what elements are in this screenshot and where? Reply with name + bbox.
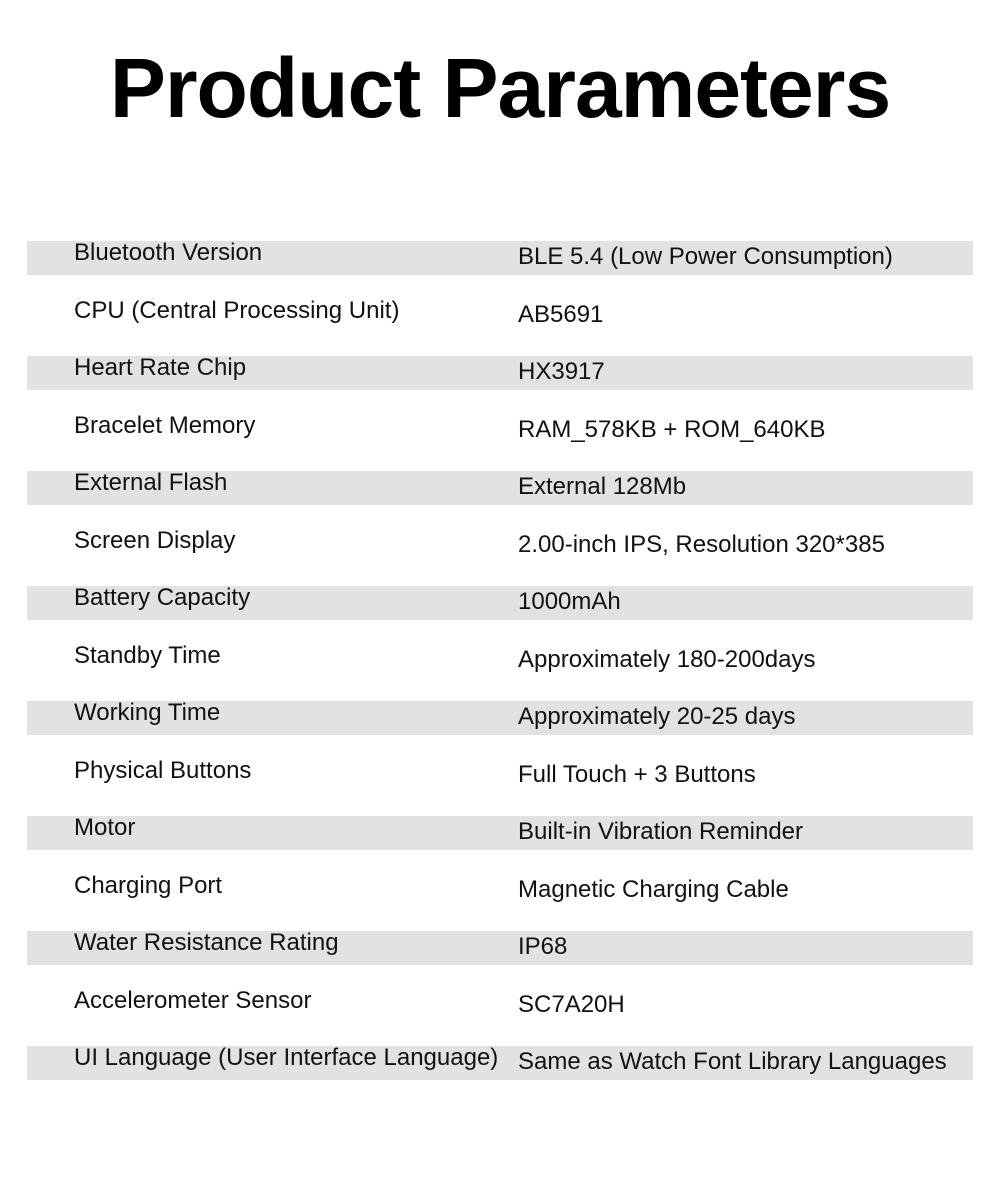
spec-value: BLE 5.4 (Low Power Consumption): [518, 243, 893, 270]
spec-label: Bluetooth Version: [74, 239, 263, 266]
spec-label: Working Time: [74, 699, 221, 726]
spec-row: [27, 986, 973, 1047]
spec-row: [27, 356, 973, 414]
spec-label: Charging Port: [74, 871, 223, 899]
spec-value: Magnetic Charging Cable: [518, 875, 789, 903]
spec-label: Accelerometer Sensor: [74, 986, 312, 1014]
spec-row: [27, 931, 973, 989]
spec-row: [27, 411, 973, 472]
spec-label: Heart Rate Chip: [74, 354, 247, 381]
spec-label: UI Language (User Interface Language): [74, 1044, 499, 1071]
spec-value: AB5691: [518, 300, 604, 328]
spec-label: Screen Display: [74, 526, 236, 554]
spec-label: Bracelet Memory: [74, 411, 256, 439]
spec-label: Standby Time: [74, 641, 221, 669]
spec-table: [27, 241, 973, 1104]
spec-label: Motor: [74, 814, 136, 841]
spec-label: Battery Capacity: [74, 584, 251, 611]
spec-row: [27, 1046, 973, 1104]
spec-value: RAM_578KB + ROM_640KB: [518, 415, 826, 443]
spec-label: Water Resistance Rating: [74, 929, 339, 956]
spec-value: SC7A20H: [518, 990, 625, 1018]
spec-row: [27, 816, 973, 874]
spec-value: IP68: [518, 933, 568, 960]
spec-value: Approximately 20-25 days: [518, 703, 796, 730]
spec-row: [27, 756, 973, 817]
spec-label: Physical Buttons: [74, 756, 252, 784]
page-title: Product Parameters: [109, 41, 891, 135]
spec-row: [27, 296, 973, 357]
spec-label: External Flash: [74, 469, 228, 496]
spec-row: [27, 871, 973, 932]
spec-value: External 128Mb: [518, 473, 687, 500]
spec-row: [27, 526, 973, 587]
spec-value: Approximately 180-200days: [518, 645, 816, 673]
spec-value: HX3917: [518, 358, 605, 385]
spec-value: Built-in Vibration Reminder: [518, 818, 804, 845]
spec-value: 2.00-inch IPS, Resolution 320*385: [518, 530, 885, 558]
row-band: [27, 816, 973, 850]
spec-row: [27, 586, 973, 644]
spec-row: [27, 701, 973, 759]
spec-value: Same as Watch Font Library Languages: [518, 1048, 947, 1075]
spec-label: CPU (Central Processing Unit): [74, 296, 400, 324]
spec-row: [27, 471, 973, 529]
spec-value: Full Touch + 3 Buttons: [518, 760, 756, 788]
spec-row: [27, 241, 973, 299]
spec-value: 1000mAh: [518, 588, 621, 615]
spec-row: [27, 641, 973, 702]
